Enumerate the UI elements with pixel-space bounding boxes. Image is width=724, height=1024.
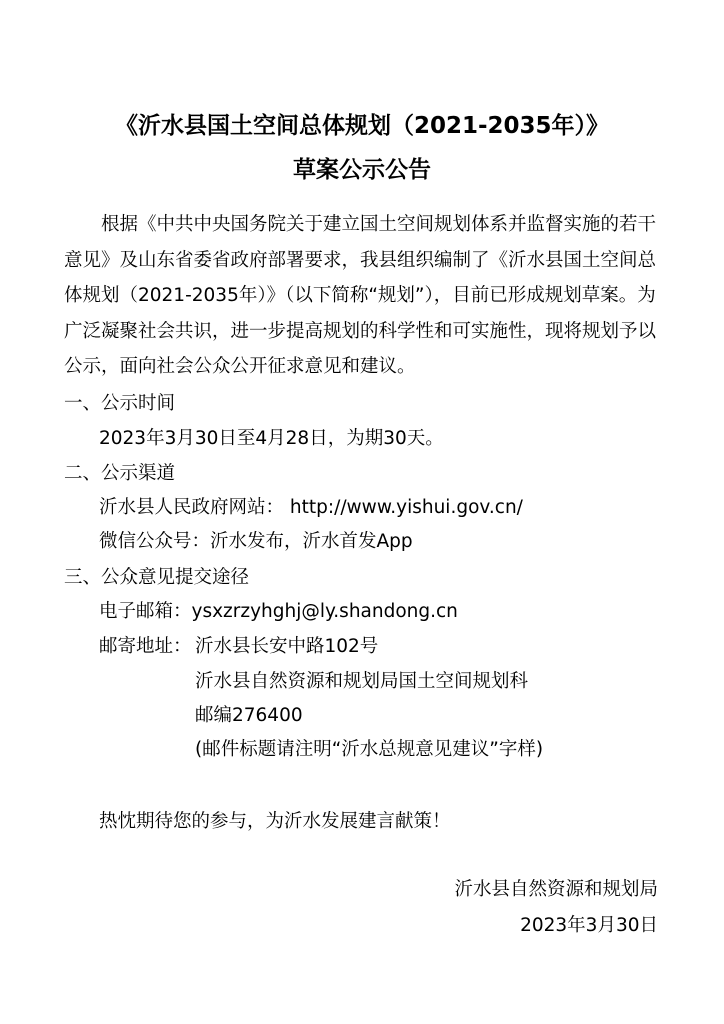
section-3-email: 电子邮箱：ysxzrzyhghj@ly.shandong.cn (99, 601, 458, 622)
section-1-text: 2023年3月30日至4月28日，为期30天。 (99, 428, 444, 449)
signature-date: 2023年3月30日 (520, 915, 658, 936)
title-line-1: 《沂水县国土空间总体规划（2021-2035年）》 (114, 113, 610, 139)
section-3-mail-line-1: 沂水县长安中路102号 (195, 636, 379, 657)
section-2-heading: 二、公示渠道 (64, 463, 176, 484)
title-line-2: 草案公示公告 (293, 157, 431, 183)
intro-paragraph (64, 207, 664, 385)
section-3-mail-label: 邮寄地址： (99, 636, 192, 657)
closing-text: 热忱期待您的参与，为沂水发展建言献策！ (99, 811, 451, 832)
section-3-mail-line-2: 沂水县自然资源和规划局国土空间规划科 (195, 671, 529, 692)
signature-organization: 沂水县自然资源和规划局 (454, 879, 658, 900)
intro-text: 根据《中共中央国务院关于建立国土空间规划体系并监督实施的若干意见》及山东省委省政府部署要求，我县组织编制了《沂水县国土空间总体规划（2021-2035年）》（以下简称“规划”），目前已形成规划草案。为广泛凝聚社会共识，进一步提高规划的科学性和可实施性，现将规划予以公示，面向社会公众公开征求意见和建议。 (64, 214, 657, 377)
section-3-mail-line-3: 邮编276400 (195, 705, 303, 726)
section-3-heading: 三、公众意见提交途径 (64, 567, 250, 588)
section-2-website: 沂水县人民政府网站： http://www.yishui.gov.cn/ (99, 497, 523, 518)
section-1-heading: 一、公示时间 (64, 393, 176, 414)
section-3-mail-line-4: (邮件标题请注明“沂水总规意见建议”字样) (195, 739, 544, 760)
section-2-wechat: 微信公众号：沂水发布，沂水首发App (99, 531, 413, 552)
